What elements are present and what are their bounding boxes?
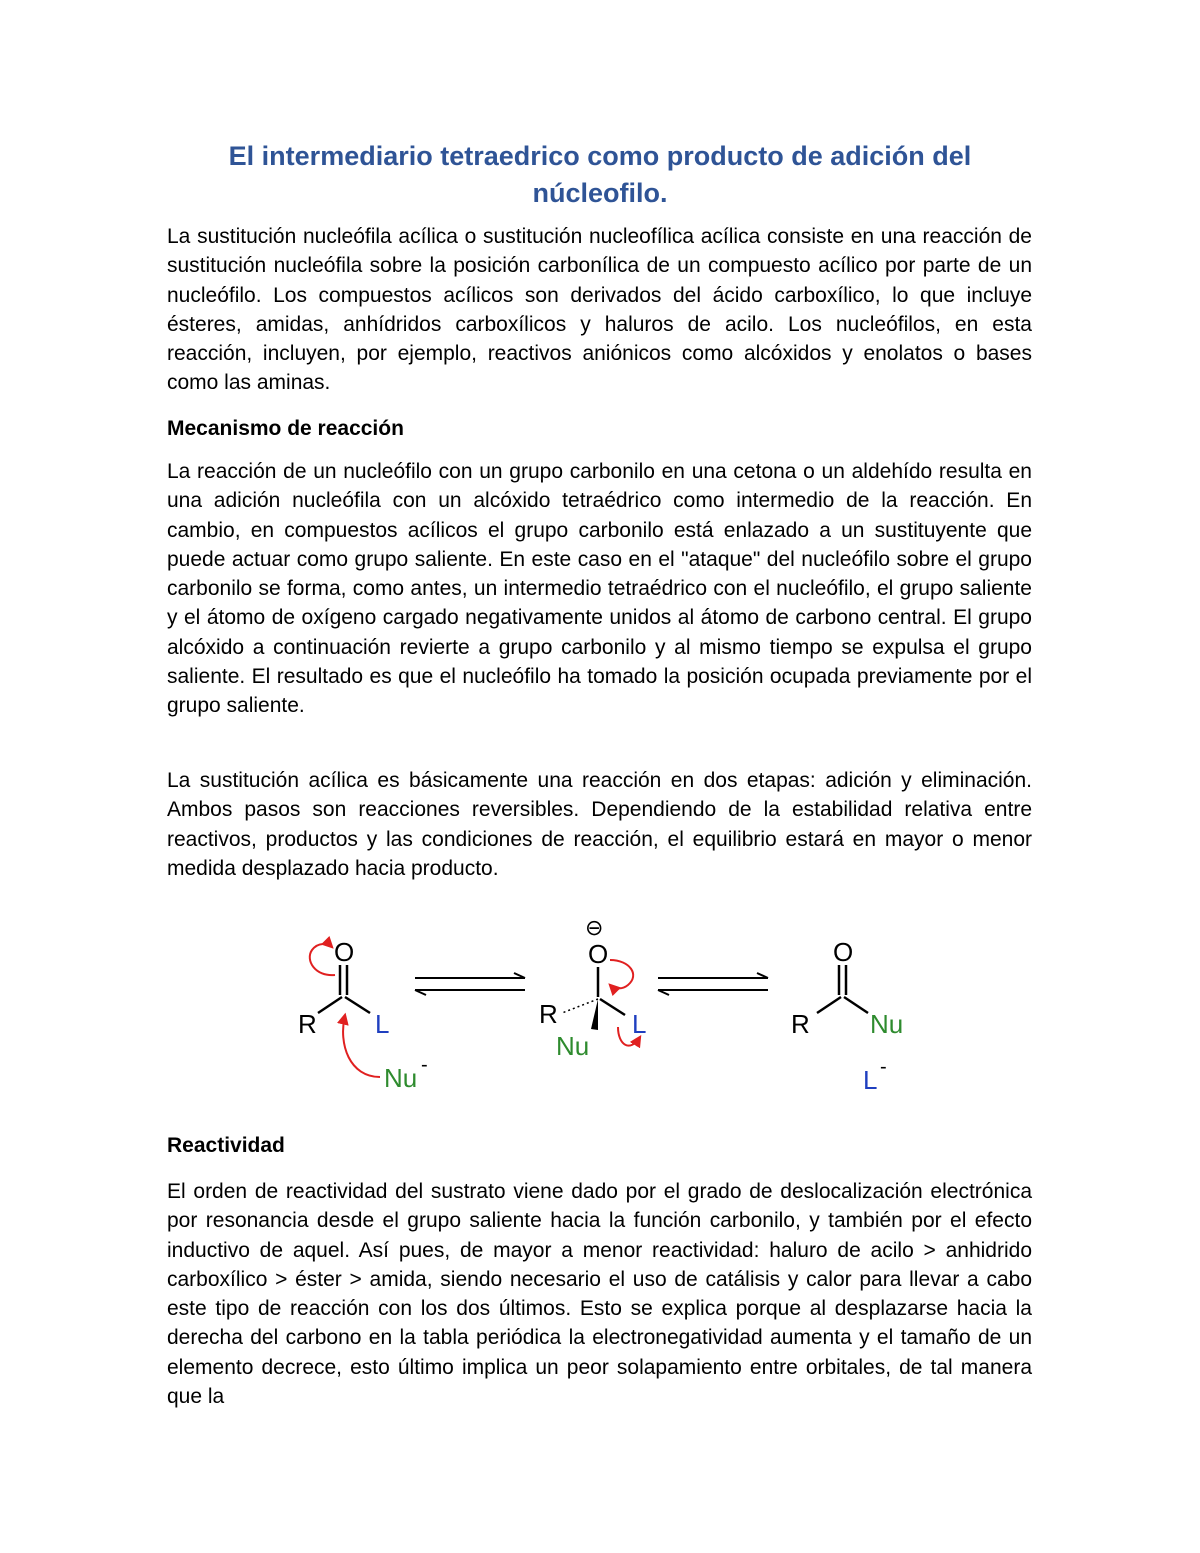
intermediate-nucleophile: Nu [556, 1031, 590, 1061]
reactant-nucleophile: Nu [384, 1063, 418, 1093]
product-cnu-bond [844, 997, 868, 1013]
product-cr-bond [817, 997, 841, 1013]
intermediate-cr-bond [562, 999, 598, 1013]
product-leaving-group: L [863, 1065, 878, 1095]
reactant-structure [298, 937, 428, 1093]
intermediate-structure [539, 915, 646, 1061]
reactant-oxygen: O [334, 937, 355, 967]
product-nucleophile: Nu [870, 1009, 904, 1039]
product-r-group: R [791, 1009, 810, 1039]
document-title: El intermediario tetraedrico como producto de adición del núcleofilo. [228, 141, 972, 208]
intermediate-cnu-bond [591, 999, 598, 1030]
intermediate-cl-bond [600, 999, 625, 1015]
intermediate-r-group: R [539, 999, 558, 1029]
equilibrium-arrows-2 [658, 973, 768, 995]
intermediate-oxygen: O [588, 939, 609, 969]
reform-carbonyl-arrow [610, 960, 633, 988]
product-oxygen: O [833, 937, 854, 967]
paragraph-two-steps: La sustitución acílica es básicamente una reacción en dos etapas: adición y eliminación. Ambos pasos son reacciones reversibles. Dependiendo de la estabilidad relativa entre reactivos, productos y las condiciones de reacción, el equilibrio estará en mayor o menor medida desplazado hacia producto. [167, 769, 1032, 880]
product-structure [791, 937, 903, 1095]
intermediate-leaving-group: L [632, 1009, 647, 1039]
heading-reactivity: Reactividad [167, 1134, 285, 1157]
pi-bond-arrow [310, 944, 335, 975]
reaction-scheme [280, 905, 920, 1105]
product-leaving-group-charge: - [880, 1056, 887, 1078]
equilibrium-arrows-1 [415, 973, 525, 995]
paragraph-intro: La sustitución nucleófila acílica o sustitución nucleofílica acílica consiste en una reacción de sustitución nucleófila sobre la posición carbonílica de un compuesto acílico por parte de un nucleófilo. Los compuestos acílicos son derivados del ácido carboxílico, lo que incluye ésteres, amidas, anhídridos carboxílicos y haluros de acilo. Los nucleófilos, en esta reacción, incluyen, por ejemplo, reactivos aniónicos como alcóxidos y enolatos o bases como las aminas. [167, 225, 1032, 395]
reactant-cr-bond [318, 997, 342, 1013]
paragraph-mechanism: La reacción de un nucleófilo con un grupo carbonilo en una cetona o un aldehído resulta en una adición nucleófila con un alcóxido tetraédrico como intermedio de la reacción. En cambio, en compuestos acílicos el grupo carbonilo está enlazado a un sustituyente que puede actuar como grupo saliente. En este caso en el "ataque" del nucleófilo sobre el grupo carbonilo se forma, como antes, un intermedio tetraédrico con el nucleófilo, el grupo saliente y el átomo de oxígeno cargado negativamente unidos al átomo de carbono central. El grupo alcóxido a continuación revierte a grupo carbonilo y al mismo tiempo se expulsa el grupo saliente. El resultado es que el nucleófilo ha tomado la posición ocupada previamente por el grupo saliente. [167, 460, 1032, 718]
heading-mechanism: Mecanismo de reacción [167, 417, 404, 440]
reactant-r-group: R [298, 1009, 317, 1039]
reactant-cl-bond [345, 997, 370, 1013]
paragraph-reactivity: El orden de reactividad del sustrato viene dado por el grado de deslocalización electrónica por resonancia desde el grupo saliente hacia la función carbonilo, y también por el efecto inductivo de aquel. Así pues, de mayor a menor reactividad: haluro de acilo > anhidrido carboxílico > éster > amida, siendo necesario el uso de catálisis y calor para llevar a cabo este tipo de reacción con los dos últimos. Esto se explica porque al desplazarse hacia la derecha del carbono en la tabla periódica la electronegatividad aumenta y el tamaño de un elemento decrece, esto último implica un peor solapamiento entre orbitales, de tal manera que la [167, 1180, 1032, 1409]
reactant-nucleophile-charge: - [421, 1054, 428, 1076]
intermediate-charge: ⊖ [585, 915, 604, 940]
reactant-leaving-group: L [375, 1009, 390, 1039]
